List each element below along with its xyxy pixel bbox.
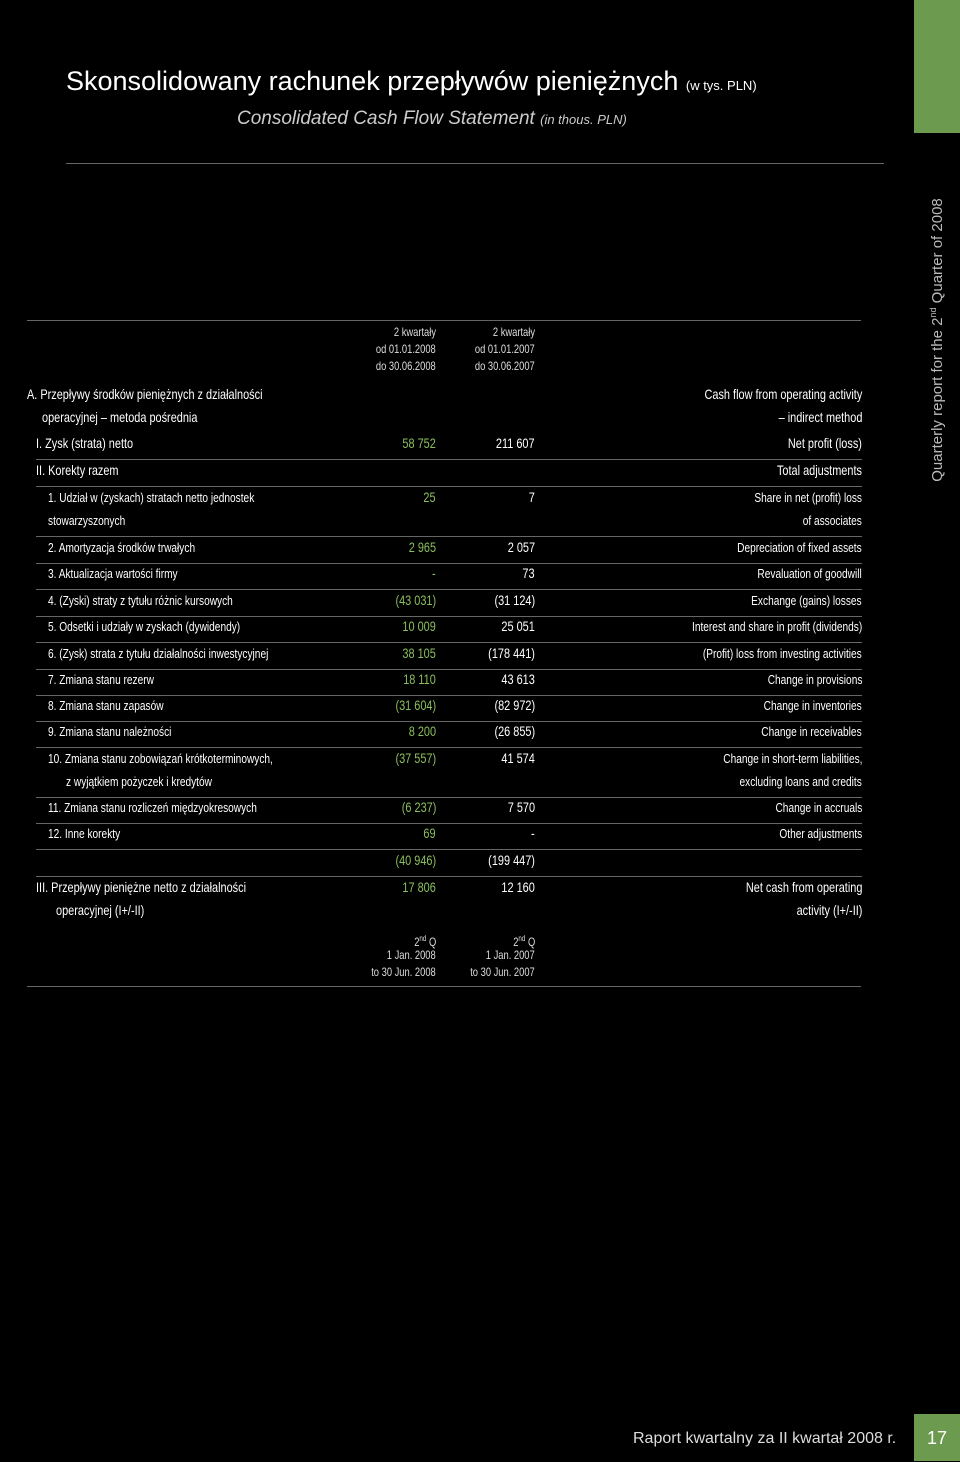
- row-label-en: Net cash from operating: [745, 879, 862, 895]
- period-2008-footer-header: to 30 Jun. 2008: [371, 965, 436, 979]
- row-label-pl: 3. Aktualizacja wartości firmy: [48, 566, 178, 581]
- row-label-pl: III. Przepływy pieniężne netto z działalności: [36, 879, 247, 895]
- value-2007: (178 441): [488, 645, 535, 661]
- row-label-en: Change in accruals: [775, 800, 862, 815]
- side-report-label: Quarterly report for the 2nd Quarter of 2008: [928, 198, 946, 482]
- row-label-pl: 6. (Zysk) strata z tytułu działalności inwestycyjnej: [48, 646, 269, 661]
- row-label-en: of associates: [802, 513, 862, 528]
- page-subtitle: Consolidated Cash Flow Statement (in thous. PLN): [237, 108, 627, 129]
- value-2007: (31 124): [494, 592, 535, 608]
- value-2008: 8 200: [408, 723, 436, 739]
- row-label-en: activity (I+/-II): [796, 902, 862, 918]
- value-2008: (31 604): [395, 697, 436, 713]
- row-label-pl: 7. Zmiana stanu rezerw: [48, 672, 154, 687]
- value-2007: 211 607: [496, 435, 535, 451]
- period-2007-header: do 30.06.2007: [475, 359, 535, 373]
- value-2008: (6 237): [401, 799, 436, 815]
- row-divider: [36, 669, 862, 670]
- row-label-pl: 9. Zmiana stanu należności: [48, 724, 172, 739]
- section-a-title-pl: A. Przepływy środków pieniężnych z działalności: [27, 386, 263, 402]
- value-2007: (82 972): [494, 697, 535, 713]
- page-number: 17: [914, 1414, 960, 1461]
- row-label-pl: II. Korekty razem: [36, 462, 119, 478]
- row-label-pl: operacyjnej (I+/-II): [56, 902, 145, 918]
- row-label-pl: I. Zysk (strata) netto: [36, 435, 134, 451]
- value-2008: 2 965: [408, 539, 436, 555]
- row-divider: [36, 849, 862, 850]
- period-2007-header: 2 kwartały: [492, 325, 535, 339]
- period-2008-header: od 01.01.2008: [376, 342, 436, 356]
- title-divider: [66, 163, 884, 164]
- value-2008: 17 806: [402, 879, 436, 895]
- row-label-en: Exchange (gains) losses: [751, 593, 862, 608]
- value-2008: 38 105: [402, 645, 436, 661]
- row-label-pl: 2. Amortyzacja środków trwałych: [48, 540, 196, 555]
- value-2007: 41 574: [501, 750, 535, 766]
- value-2008: (40 946): [395, 852, 436, 868]
- row-divider: [36, 797, 862, 798]
- row-label-en: Share in net (profit) loss: [754, 490, 862, 505]
- row-label-en: Change in inventories: [763, 698, 862, 713]
- row-divider: [36, 695, 862, 696]
- row-label-en: Revaluation of goodwill: [757, 566, 862, 581]
- value-2008: (37 557): [395, 750, 436, 766]
- row-label-en: excluding loans and credits: [739, 774, 862, 789]
- row-label-pl: 8. Zmiana stanu zapasów: [48, 698, 164, 713]
- section-a-title-pl: operacyjnej – metoda pośrednia: [42, 409, 198, 425]
- row-label-pl: z wyjątkiem pożyczek i kredytów: [66, 774, 212, 789]
- value-2008: -: [432, 565, 436, 581]
- row-divider: [36, 563, 862, 564]
- row-divider: [36, 616, 862, 617]
- row-label-pl: 11. Zmiana stanu rozliczeń międzyokresowych: [48, 800, 257, 815]
- row-label-pl: 5. Odsetki i udziały w zyskach (dywidendy): [48, 619, 241, 634]
- section-a-title-en: – indirect method: [778, 409, 862, 425]
- value-2007: (26 855): [494, 723, 535, 739]
- value-2007: 12 160: [501, 879, 535, 895]
- row-divider: [36, 721, 862, 722]
- value-2007: 7: [528, 489, 535, 505]
- value-2007: 43 613: [501, 671, 535, 687]
- value-2007: 2 057: [507, 539, 535, 555]
- footer-report-title: Raport kwartalny za II kwartał 2008 r.: [633, 1430, 897, 1447]
- row-label-pl: 10. Zmiana stanu zobowiązań krótkoterminowych,: [48, 751, 273, 766]
- row-divider: [36, 459, 862, 460]
- page-title: Skonsolidowany rachunek przepływów pieniężnych (w tys. PLN): [66, 66, 757, 96]
- row-label-pl: 12. Inne korekty: [48, 826, 121, 841]
- value-2008: (43 031): [395, 592, 436, 608]
- period-2008-footer-header: 2nd Q: [413, 934, 436, 949]
- value-2008: 10 009: [402, 618, 436, 634]
- period-2007-header: od 01.01.2007: [475, 342, 535, 356]
- value-2007: -: [531, 825, 535, 841]
- section-a-title-en: Cash flow from operating activity: [704, 386, 862, 402]
- value-2007: 73: [522, 565, 535, 581]
- row-divider: [36, 876, 862, 877]
- value-2007: 25 051: [501, 618, 535, 634]
- value-2008: 69: [423, 825, 436, 841]
- value-2008: 18 110: [403, 671, 436, 687]
- row-label-en: Total adjustments: [777, 462, 862, 478]
- value-2008: 58 752: [402, 435, 436, 451]
- period-2007-footer-header: 2nd Q: [512, 934, 535, 949]
- period-2008-header: do 30.06.2008: [376, 359, 436, 373]
- value-2007: 7 570: [507, 799, 535, 815]
- row-label-en: Depreciation of fixed assets: [737, 540, 862, 555]
- row-divider: [36, 747, 862, 748]
- row-label-en: (Profit) loss from investing activities: [703, 646, 862, 661]
- period-2008-footer-header: 1 Jan. 2008: [387, 948, 436, 962]
- value-2007: (199 447): [488, 852, 535, 868]
- row-divider: [36, 536, 862, 537]
- value-2008: 25: [423, 489, 436, 505]
- row-label-pl: 1. Udział w (zyskach) stratach netto jednostek: [48, 490, 255, 505]
- row-divider: [36, 589, 862, 590]
- period-2007-footer-header: 1 Jan. 2007: [486, 948, 535, 962]
- row-divider: [36, 486, 862, 487]
- row-label-en: Other adjustments: [779, 826, 862, 841]
- header-top-divider: [27, 320, 861, 321]
- row-label-pl: 4. (Zyski) straty z tytułu różnic kursowych: [48, 593, 233, 608]
- row-label-en: Change in provisions: [767, 672, 862, 687]
- row-label-en: Change in short-term liabilities,: [722, 751, 862, 766]
- row-label-en: Net profit (loss): [787, 435, 862, 451]
- table-bottom-divider: [27, 986, 861, 987]
- side-tab: [914, 0, 960, 133]
- row-label-en: Interest and share in profit (dividends): [691, 619, 862, 634]
- row-divider: [36, 642, 862, 643]
- row-divider: [36, 823, 862, 824]
- period-2008-header: 2 kwartały: [393, 325, 436, 339]
- row-label-pl: stowarzyszonych: [48, 513, 126, 528]
- period-2007-footer-header: to 30 Jun. 2007: [470, 965, 535, 979]
- row-label-en: Change in receivables: [761, 724, 862, 739]
